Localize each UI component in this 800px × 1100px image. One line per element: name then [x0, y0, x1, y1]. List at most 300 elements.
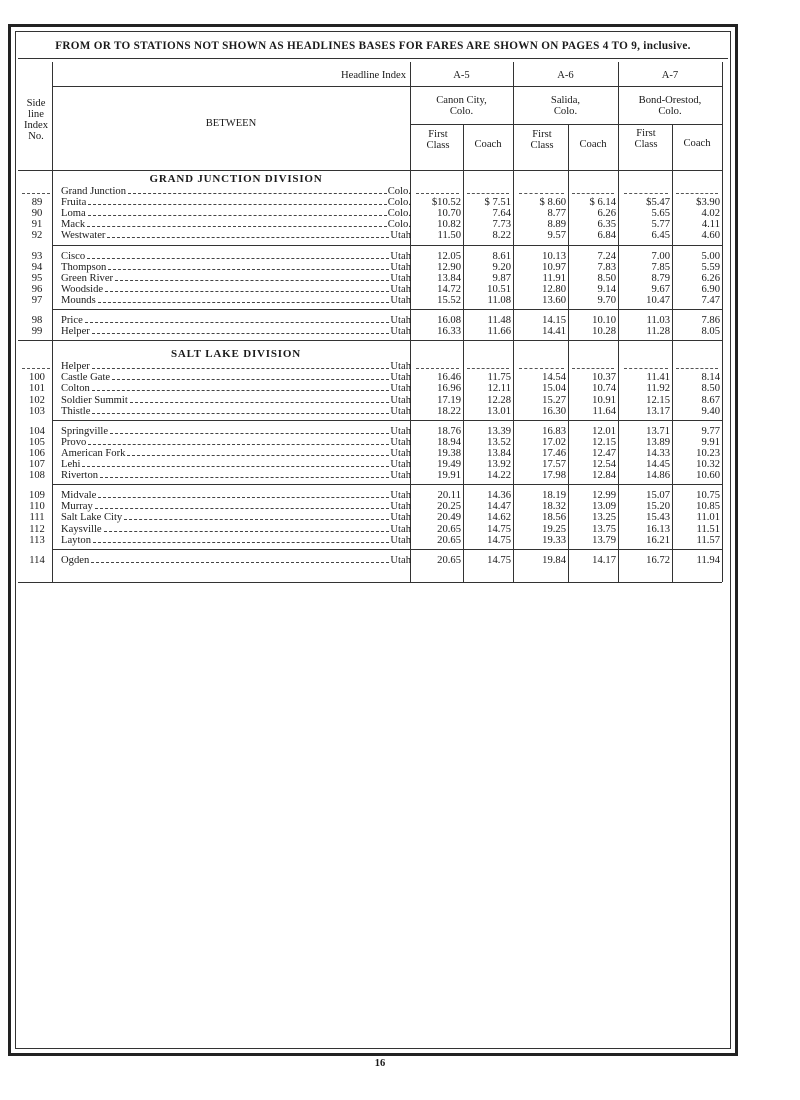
fare-value: 9.87 [492, 272, 511, 284]
fare-value: 14.17 [592, 554, 616, 566]
station-row [61, 208, 411, 219]
leader-dots [88, 444, 389, 445]
fare-value: 15.43 [646, 512, 670, 524]
fare-value: 11.75 [487, 372, 511, 384]
fare-value: 10.82 [437, 219, 461, 231]
coach-label: Coach [579, 139, 607, 150]
fare-value: 14.45 [646, 459, 670, 470]
fare-value: 8.22 [492, 230, 511, 242]
division-title: SALT LAKE DIVISION [171, 348, 301, 361]
station-state: Utah [390, 425, 411, 437]
rule [568, 124, 569, 582]
fare-value: 11.08 [487, 294, 511, 306]
side-line-index: 114 [29, 554, 45, 566]
station-row [61, 230, 411, 241]
fare-placeholder [519, 193, 564, 194]
fare-value: 7.00 [651, 250, 670, 262]
fare-value: 19.84 [542, 554, 566, 566]
fare-value: 7.47 [701, 294, 720, 306]
coach-label: Coach [474, 139, 502, 150]
station-state: Utah [390, 554, 411, 566]
fare-value: 8.50 [597, 272, 616, 284]
fare-value: 12.15 [592, 436, 616, 448]
fare-value: 11.92 [646, 383, 670, 395]
fare-value: 11.91 [542, 272, 566, 284]
station-state: Utah [390, 447, 411, 459]
fare-placeholder [624, 368, 668, 369]
fare-value: 6.26 [701, 272, 720, 284]
fare-value: 9.14 [597, 283, 616, 295]
fare-value: 17.57 [542, 459, 566, 470]
fare-placeholder [624, 193, 668, 194]
leader-dots [88, 215, 387, 216]
leader-dots [105, 291, 389, 292]
between-label: BETWEEN [205, 118, 257, 129]
side-line-index: 101 [29, 383, 45, 395]
fare-value: 9.20 [492, 261, 511, 273]
section-rule [18, 340, 722, 341]
fare-value: 19.38 [437, 447, 461, 459]
fare-placeholder [467, 193, 509, 194]
station-row [61, 295, 411, 306]
station-state: Colo. [387, 219, 411, 231]
station-name: Helper [61, 361, 90, 373]
fare-placeholder [676, 193, 718, 194]
rule [18, 582, 722, 583]
station-name: Cisco [61, 250, 86, 262]
rule [410, 124, 722, 125]
fare-value: 8.05 [701, 326, 720, 338]
fare-value: 7.85 [651, 261, 670, 273]
station-row [61, 262, 411, 273]
station-name: Springville [61, 425, 109, 437]
fare-value: 11.48 [487, 315, 511, 326]
fare-value: 10.91 [592, 394, 616, 406]
station-state: Utah [390, 383, 411, 395]
fare-value: 5.59 [701, 261, 720, 273]
station-state: Colo. [387, 208, 411, 220]
side-line-index: 106 [29, 447, 45, 459]
fare-value: 7.64 [492, 208, 511, 220]
fare-value: 4.11 [701, 219, 720, 231]
leader-dots [85, 322, 390, 323]
side-line-index: 104 [29, 425, 45, 437]
fare-value: 14.36 [487, 490, 511, 502]
station-state: Utah [390, 470, 411, 482]
index-placeholder [22, 368, 50, 369]
station-name: Layton [61, 534, 92, 546]
station-state: Utah [390, 534, 411, 546]
fare-value: 19.25 [542, 523, 566, 535]
station-row [61, 459, 411, 470]
column-city: Bond-Orestod, [638, 95, 702, 106]
station-state: Utah [390, 523, 411, 535]
station-name: Provo [61, 436, 87, 448]
fare-value: 10.97 [542, 261, 566, 273]
station-state: Utah [390, 501, 411, 513]
leader-dots [107, 237, 389, 238]
side-line-index: 98 [31, 315, 43, 326]
first-class-label: First [636, 128, 656, 139]
fare-value: 15.04 [542, 383, 566, 395]
fare-value: 15.20 [646, 501, 670, 513]
fare-placeholder [416, 193, 459, 194]
fare-value: 12.90 [437, 261, 461, 273]
station-name: Soldier Summit [61, 394, 128, 406]
side-line-index: 91 [31, 219, 43, 231]
fare-value: 6.26 [597, 208, 616, 220]
fare-value: 10.23 [696, 447, 720, 459]
leader-dots [91, 562, 389, 563]
station-name: Murray [61, 501, 93, 513]
fare-value: 14.15 [542, 315, 566, 326]
fare-value: 11.50 [437, 230, 461, 242]
fare-placeholder [572, 368, 614, 369]
station-row [61, 490, 411, 501]
fare-value: 11.57 [696, 534, 720, 546]
headline-index-label: Headline Index [340, 70, 406, 81]
fare-value: 6.90 [701, 283, 720, 295]
station-name: Thistle [61, 405, 91, 417]
fare-value: 10.85 [696, 501, 720, 513]
fare-value: 16.33 [437, 326, 461, 338]
fare-value: 6.45 [651, 230, 670, 242]
fare-value: 13.84 [437, 272, 461, 284]
fare-placeholder [572, 193, 614, 194]
fare-value: 11.41 [646, 372, 670, 384]
fare-value: 12.99 [592, 490, 616, 502]
station-name: Mounds [61, 294, 96, 306]
fare-value: 9.91 [701, 436, 720, 448]
leader-dots [95, 508, 390, 509]
fare-value: $10.52 [431, 197, 461, 209]
rule [18, 58, 728, 59]
leader-dots [124, 519, 389, 520]
fare-value: 18.32 [542, 501, 566, 513]
leader-dots [82, 466, 389, 467]
leader-dots [100, 477, 389, 478]
station-state: Utah [390, 261, 411, 273]
leader-dots [88, 204, 386, 205]
fare-value: 10.60 [696, 470, 720, 482]
station-state: Utah [390, 272, 411, 284]
fare-value: $3.90 [696, 197, 720, 209]
station-row [61, 470, 411, 481]
fare-value: 13.25 [592, 512, 616, 524]
station-row [61, 251, 411, 262]
fare-value: 14.62 [487, 512, 511, 524]
fare-value: 13.89 [646, 436, 670, 448]
group-rule [52, 420, 722, 421]
station-row [61, 219, 411, 230]
station-row [61, 197, 411, 208]
column-index: A-5 [453, 70, 470, 81]
fare-value: 14.75 [487, 534, 511, 546]
fare-value: 14.33 [646, 447, 670, 459]
base-station [61, 186, 411, 197]
station-state: Utah [390, 283, 411, 295]
fare-value: 6.84 [597, 230, 616, 242]
side-line-index: 102 [29, 394, 45, 406]
station-row [61, 524, 411, 535]
fare-value: 20.65 [437, 534, 461, 546]
first-class-label: First [532, 129, 552, 140]
station-name: Thompson [61, 261, 107, 273]
station-state: Utah [390, 405, 411, 417]
station-row [61, 406, 411, 417]
station-name: Castle Gate [61, 372, 111, 384]
fare-value: 16.30 [542, 405, 566, 417]
fare-value: 13.79 [592, 534, 616, 546]
fare-value: 9.40 [701, 405, 720, 417]
fare-value: 20.49 [437, 512, 461, 524]
leader-dots [87, 258, 389, 259]
fare-value: 16.72 [646, 554, 670, 566]
station-name: Ogden [61, 554, 90, 566]
side-line-index: 100 [29, 372, 45, 384]
station-name: Kaysville [61, 523, 102, 535]
station-name: Westwater [61, 230, 106, 242]
station-row [61, 501, 411, 512]
fare-value: 8.79 [651, 272, 670, 284]
side-line-label: Side [26, 98, 46, 109]
station-state: Utah [390, 294, 411, 306]
leader-dots [130, 402, 390, 403]
fare-value: 16.83 [542, 425, 566, 437]
fare-value: 16.96 [437, 383, 461, 395]
fare-value: 7.83 [597, 261, 616, 273]
rule [52, 62, 53, 582]
fare-value: 18.94 [437, 436, 461, 448]
group-rule [52, 245, 722, 246]
fare-value: 20.11 [437, 490, 461, 502]
side-line-label: line [28, 109, 44, 120]
fare-value: 8.50 [701, 383, 720, 395]
station-state: Colo. [387, 186, 411, 197]
station-row [61, 426, 411, 437]
station-name: Green River [61, 272, 114, 284]
fare-value: 13.71 [646, 425, 670, 437]
leader-dots [92, 368, 390, 369]
fare-value: 12.80 [542, 283, 566, 295]
station-state: Utah [390, 436, 411, 448]
fare-placeholder [416, 368, 459, 369]
fare-value: 14.22 [487, 470, 511, 482]
side-line-index: 93 [31, 250, 43, 262]
fare-value: 11.51 [696, 523, 720, 535]
station-name: Lehi [61, 459, 81, 470]
fare-value: 12.47 [592, 447, 616, 459]
station-name: Grand Junction [61, 186, 127, 197]
fare-value: $ 7.51 [484, 197, 511, 209]
fare-value: 12.01 [592, 425, 616, 437]
fare-value: $ 8.60 [539, 197, 566, 209]
column-city: Canon City, [436, 95, 487, 106]
fare-value: 6.35 [597, 219, 616, 231]
fare-value: 12.84 [592, 470, 616, 482]
division-title: GRAND JUNCTION DIVISION [149, 173, 323, 185]
station-name: American Fork [61, 447, 126, 459]
fare-value: 20.25 [437, 501, 461, 513]
station-name: Woodside [61, 283, 104, 295]
first-class-label: Class [634, 139, 658, 150]
fare-value: 18.22 [437, 405, 461, 417]
side-line-index: 99 [31, 326, 43, 338]
leader-dots [92, 390, 390, 391]
side-line-index: 107 [29, 459, 45, 470]
station-state: Utah [390, 250, 411, 262]
fare-value: 13.52 [487, 436, 511, 448]
side-line-index: 92 [31, 230, 43, 242]
station-row [61, 512, 411, 523]
station-state: Utah [390, 490, 411, 502]
rule [722, 62, 723, 582]
side-line-index: 89 [31, 197, 43, 209]
fare-value: $5.47 [646, 197, 670, 209]
column-index: A-6 [557, 70, 574, 81]
fare-value: 19.49 [437, 459, 461, 470]
fare-value: 16.13 [646, 523, 670, 535]
fare-value: 4.02 [701, 208, 720, 220]
fare-value: 13.01 [487, 405, 511, 417]
leader-dots [98, 497, 389, 498]
fare-value: 13.92 [487, 459, 511, 470]
column-index: A-7 [661, 70, 679, 81]
fare-value: 15.07 [646, 490, 670, 502]
side-line-index: 96 [31, 283, 43, 295]
fare-value: 8.67 [701, 394, 720, 406]
station-row [61, 448, 411, 459]
fare-value: 14.41 [542, 326, 566, 338]
fare-value: 12.54 [592, 459, 616, 470]
leader-dots [98, 302, 390, 303]
fare-value: 16.21 [646, 534, 670, 546]
station-name: Loma [61, 208, 86, 220]
leader-dots [87, 226, 387, 227]
group-rule [52, 309, 722, 310]
leader-dots [93, 542, 389, 543]
station-state: Utah [390, 230, 411, 242]
leader-dots [92, 333, 390, 334]
fare-value: 18.56 [542, 512, 566, 524]
fare-value: 7.73 [492, 219, 511, 231]
fare-value: 15.52 [437, 294, 461, 306]
group-rule [52, 549, 722, 550]
station-name: Salt Lake City [61, 512, 123, 524]
base-station [61, 361, 411, 372]
station-name: Price [61, 315, 83, 326]
fare-value: 20.65 [437, 554, 461, 566]
fare-value: 10.28 [592, 326, 616, 338]
fare-value: 13.17 [646, 405, 670, 417]
fare-value: $ 6.14 [589, 197, 616, 209]
fare-value: 14.47 [487, 501, 511, 513]
index-placeholder [22, 193, 50, 194]
fare-value: 9.70 [597, 294, 616, 306]
fare-value: 17.19 [437, 394, 461, 406]
leader-dots [104, 531, 390, 532]
page-heading: FROM OR TO STATIONS NOT SHOWN AS HEADLINES BASES FOR FARES ARE SHOWN ON PAGES 4 TO 9, inclusive. [55, 40, 691, 52]
station-row [61, 437, 411, 448]
rule [463, 124, 464, 582]
side-line-index: 105 [29, 436, 45, 448]
rule [52, 86, 722, 87]
side-line-index: 103 [29, 405, 45, 417]
fare-value: 10.74 [592, 383, 616, 395]
page-number: 16 [374, 1058, 386, 1069]
fare-value: 14.72 [437, 283, 461, 295]
side-line-index: 94 [31, 261, 43, 273]
fare-value: 8.77 [547, 208, 566, 220]
fare-value: 10.10 [592, 315, 616, 326]
leader-dots [128, 193, 387, 194]
fare-value: 13.75 [592, 523, 616, 535]
fare-value: 17.98 [542, 470, 566, 482]
fare-value: 5.65 [651, 208, 670, 220]
station-row [61, 315, 411, 326]
fare-value: 11.94 [696, 554, 720, 566]
leader-dots [92, 413, 389, 414]
column-state: Colo. [449, 106, 474, 117]
fare-value: 5.00 [701, 250, 720, 262]
fare-value: 10.32 [696, 459, 720, 470]
fare-value: 11.66 [487, 326, 511, 338]
fare-value: 9.67 [651, 283, 670, 295]
fare-value: 17.02 [542, 436, 566, 448]
fare-value: 8.14 [701, 372, 720, 384]
station-state: Utah [390, 372, 411, 384]
station-row [61, 383, 411, 394]
fare-value: 10.75 [696, 490, 720, 502]
column-city: Salida, [550, 95, 581, 106]
station-name: Fruita [61, 197, 87, 209]
fare-value: 12.11 [487, 383, 511, 395]
side-line-index: 108 [29, 470, 45, 482]
fare-value: 11.28 [646, 326, 670, 338]
station-row [61, 535, 411, 546]
fare-value: 15.27 [542, 394, 566, 406]
rule [513, 62, 514, 582]
side-line-index: 109 [29, 490, 45, 502]
coach-label: Coach [683, 138, 711, 149]
fare-value: 14.54 [542, 372, 566, 384]
fare-value: 19.33 [542, 534, 566, 546]
station-name: Midvale [61, 490, 97, 502]
fare-value: 8.61 [492, 250, 511, 262]
fare-placeholder [676, 368, 718, 369]
side-line-index: 111 [29, 512, 45, 524]
station-row [61, 284, 411, 295]
fare-value: 19.91 [437, 470, 461, 482]
side-line-index: 90 [31, 208, 43, 220]
fare-value: 17.46 [542, 447, 566, 459]
fare-value: 10.13 [542, 250, 566, 262]
fare-value: 11.01 [696, 512, 720, 524]
fare-value: 13.09 [592, 501, 616, 513]
leader-dots [108, 269, 389, 270]
first-class-label: Class [426, 140, 450, 151]
first-class-label: First [428, 129, 448, 140]
fare-value: 18.76 [437, 425, 461, 437]
fare-value: 11.03 [646, 315, 670, 326]
station-name: Mack [61, 219, 86, 231]
fare-value: 13.84 [487, 447, 511, 459]
fare-value: 13.39 [487, 425, 511, 437]
fare-value: 7.24 [597, 250, 616, 262]
fare-value: 4.60 [701, 230, 720, 242]
first-class-label: Class [530, 140, 554, 151]
column-state: Colo. [553, 106, 578, 117]
